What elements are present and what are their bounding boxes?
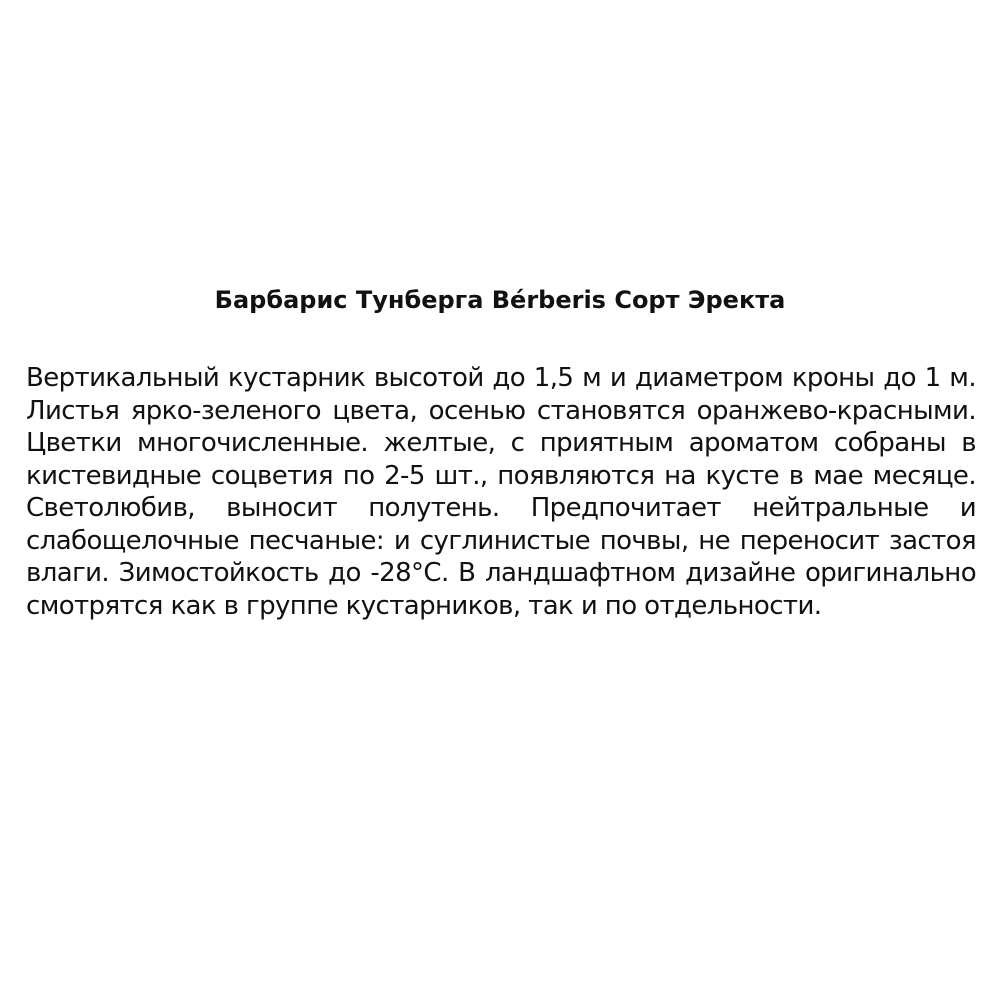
- product-description: Вертикальный кустарник высотой до 1,5 м и диаметром кроны до 1 м. Листья ярко-зеленого цвета, осенью становятся оранжево-красными. Цветки многочисленные. желтые, с приятным ароматом собраны в кистевидные соцветия по 2-5 шт., появляются на кусте в мае месяце. Светолюбив, выносит полутень. Предпочитает нейтральные и слабощелочные песчаные: и суглинистые почвы, не переносит застоя влаги. Зимостойкость до -28°С. В ландшафтном дизайне оригинально смотрятся как в группе кустарников, так и по отдельности.: [26, 363, 976, 621]
- product-title: Барбарис Тунберга Bérberis Сорт Эректа: [214, 286, 786, 314]
